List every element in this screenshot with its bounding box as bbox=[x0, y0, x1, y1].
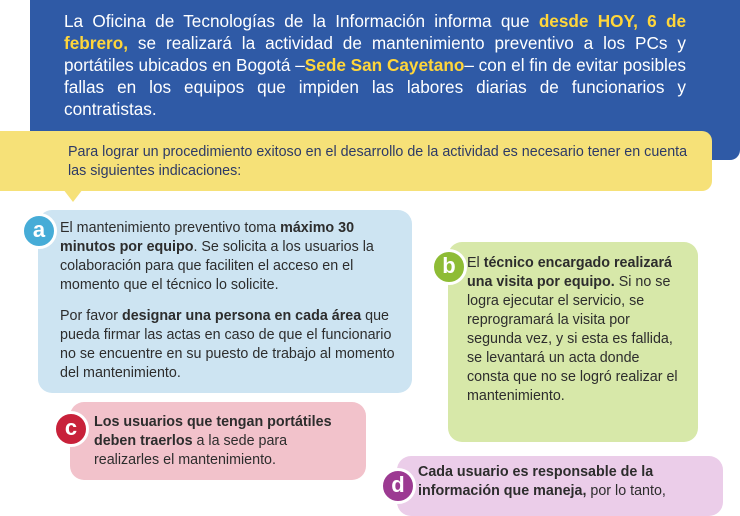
card-a-bold: máximo 30 minutos por equipo bbox=[60, 220, 355, 255]
banner-text: Para lograr un procedimiento exitoso en el desarrollo de la actividad es necesario tener en cuenta las siguientes indicaciones: bbox=[68, 144, 688, 179]
site-highlight: Sede San Cayetano bbox=[304, 55, 465, 75]
card-a-text-4: que pueda firmar las actas en caso de que el funcionario no se encuentre en su puesto de trabajo al momento del mantenimiento. bbox=[60, 308, 395, 381]
card-c-bold: Los usuarios que tengan portátiles deben traerlos bbox=[94, 414, 332, 449]
card-d-text: por lo tanto, bbox=[586, 483, 666, 499]
intro-text-3: – con el fin de evitar posibles fallas en los equipos que impiden las labores diarias de funcionarios y contratistas. bbox=[64, 55, 686, 119]
card-a-bold-2: designar una persona en cada área bbox=[121, 308, 362, 324]
info-card-a bbox=[38, 210, 412, 393]
card-a-paragraph-1 bbox=[60, 219, 400, 295]
announcement-text bbox=[64, 10, 686, 120]
card-a-text-3: Por favor bbox=[60, 308, 122, 324]
card-b-text-2: Si no se logra ejecutar el servicio, se reprogramará la visita por segunda vez, y si esta es fallida, se levantará un acta donde consta que no se logró realizar el mantenimiento. bbox=[467, 274, 678, 404]
card-c-paragraph bbox=[94, 413, 356, 470]
badge-b-icon: b bbox=[431, 249, 467, 285]
badge-d-icon: d bbox=[380, 468, 416, 504]
card-a-text: El mantenimiento preventivo toma bbox=[60, 220, 281, 236]
info-card-b bbox=[448, 242, 698, 442]
info-card-c bbox=[70, 402, 366, 480]
card-b-paragraph bbox=[467, 254, 685, 406]
card-b-text: El bbox=[467, 255, 484, 271]
banner-pointer bbox=[63, 189, 83, 202]
card-d-paragraph bbox=[418, 463, 708, 501]
info-card-d bbox=[397, 456, 723, 516]
card-a-paragraph-2 bbox=[60, 307, 400, 383]
intro-text-2: se realizará la actividad de mantenimiento preventivo a los PCs y portátiles ubicados en Bogotá – bbox=[64, 33, 686, 75]
date-highlight: desde HOY, 6 de febrero, bbox=[64, 11, 687, 53]
badge-a-icon: a bbox=[21, 213, 57, 249]
intro-text: La Oficina de Tecnologías de la Información informa que bbox=[64, 11, 539, 31]
card-c-text: a la sede para realizarles el mantenimiento. bbox=[94, 433, 288, 468]
card-b-bold: técnico encargado realizará una visita por equipo. bbox=[467, 255, 673, 290]
card-d-bold: Cada usuario es responsable de la información que maneja, bbox=[418, 464, 654, 499]
badge-c-icon: c bbox=[53, 411, 89, 447]
card-a-text-2: . Se solicita a los usuarios la colaboración para que faciliten el acceso en el momento que el técnico lo solicite. bbox=[60, 239, 374, 293]
